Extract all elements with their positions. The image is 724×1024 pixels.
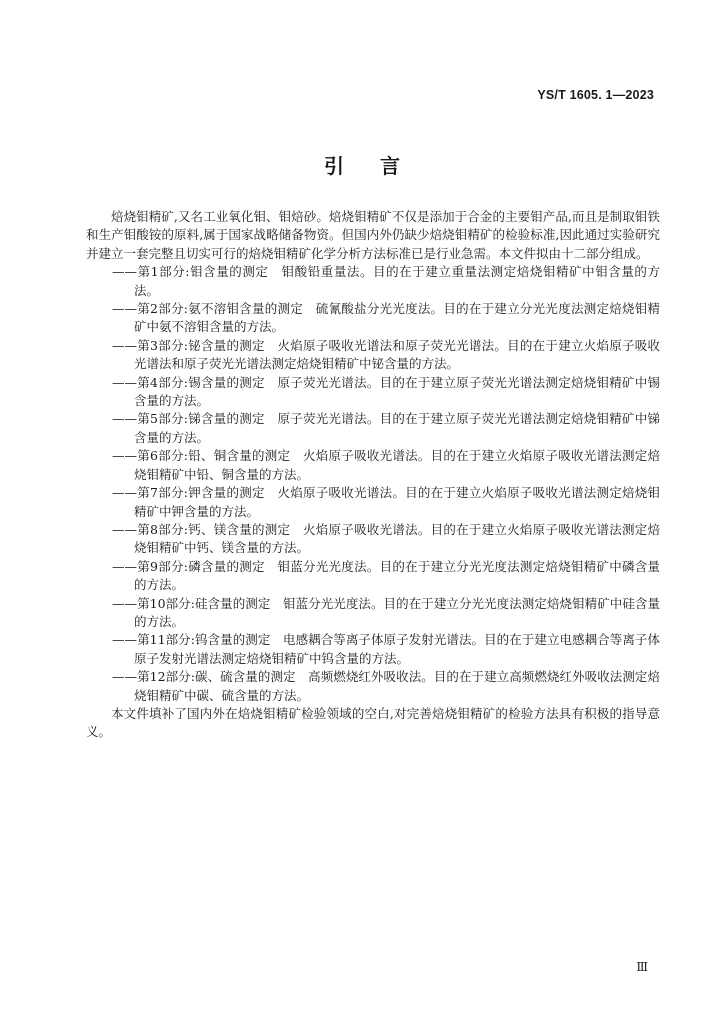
part-item: ——第2部分:氨不溶钼含量的测定 硫氰酸盐分光光度法。目的在于建立分光光度法测定焙烧钼精矿中氨不溶钼含量的方法。: [112, 301, 660, 335]
page-title: 引言: [324, 154, 436, 178]
part-item: ——第8部分:钙、镁含量的测定 火焰原子吸收光谱法。目的在于建立火焰原子吸收光谱法测定焙烧钼精矿中钙、镁含量的方法。: [112, 521, 660, 556]
part-item: ——第12部分:碳、硫含量的测定 高频燃烧红外吸收法。目的在于建立高频燃烧红外吸收法测定焙烧钼精矿中碳、硫含量的方法。: [112, 669, 660, 703]
part-item: ——第4部分:锡含量的测定 原子荧光光谱法。目的在于建立原子荧光光谱法测定焙烧钼精矿中锡含量的方法。: [112, 374, 660, 409]
document-body: [86, 208, 660, 742]
standard-code: YS/T 1605. 1—2023: [537, 88, 654, 102]
intro-paragraph: 焙烧钼精矿,又名工业氧化钼、钼焙砂。焙烧钼精矿不仅是添加于合金的主要钼产品,而且是制取钼铁和生产钼酸铵的原料,属于国家战略储备物资。但国内外仍缺少焙烧钼精矿的检验标准,因此通过实验研究并建立一套完整且切实可行的焙烧钼精矿化学分析方法标准已是行业急需。本文件拟由十二部分组成。: [86, 209, 660, 261]
part-item: ——第6部分:铅、铜含量的测定 火焰原子吸收光谱法。目的在于建立火焰原子吸收光谱法测定焙烧钼精矿中铅、铜含量的方法。: [112, 448, 660, 482]
part-item: ——第9部分:磷含量的测定 钼蓝分光光度法。目的在于建立分光光度法测定焙烧钼精矿中磷含量的方法。: [112, 558, 660, 593]
part-item: ——第1部分:钼含量的测定 钼酸铅重量法。目的在于建立重量法测定焙烧钼精矿中钼含量的方法。: [112, 264, 660, 298]
part-item: ——第10部分:硅含量的测定 钼蓝分光光度法。目的在于建立分光光度法测定焙烧钼精矿中硅含量的方法。: [112, 595, 660, 629]
part-item: ——第3部分:铋含量的测定 火焰原子吸收光谱法和原子荧光光谱法。目的在于建立火焰原子吸收光谱法和原子荧光光谱法测定焙烧钼精矿中铋含量的方法。: [112, 337, 660, 372]
page-number: Ⅲ: [636, 960, 648, 974]
part-item: ——第7部分:钾含量的测定 火焰原子吸收光谱法。目的在于建立火焰原子吸收光谱法测定焙烧钼精矿中钾含量的方法。: [112, 485, 660, 519]
part-item: ——第5部分:锑含量的测定 原子荧光光谱法。目的在于建立原子荧光光谱法测定焙烧钼精矿中锑含量的方法。: [112, 411, 660, 445]
part-item: ——第11部分:钨含量的测定 电感耦合等离子体原子发射光谱法。目的在于建立电感耦合等离子体原子发射光谱法测定焙烧钼精矿中钨含量的方法。: [112, 632, 660, 666]
closing-paragraph: 本文件填补了国内外在焙烧钼精矿检验领域的空白,对完善焙烧钼精矿的检验方法具有积极的指导意义。: [86, 705, 660, 740]
